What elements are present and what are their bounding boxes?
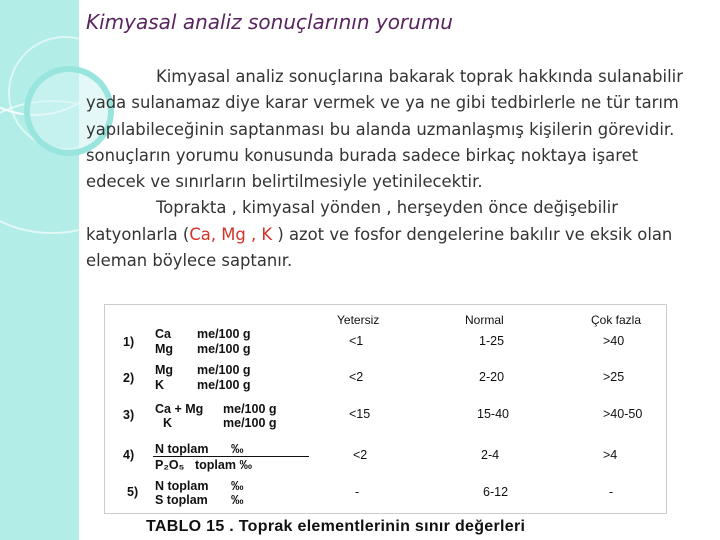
row-unit: me/100 g	[197, 363, 251, 377]
row-element: Mg	[155, 342, 174, 356]
row-unit: toplam ‰	[195, 458, 252, 472]
row-unit: me/100 g	[197, 327, 251, 341]
slide-title: Kimyasal analiz sonuçlarının yorumu	[86, 10, 453, 34]
row-element: K	[155, 378, 165, 392]
value-low: <15	[349, 407, 371, 421]
value-low: <2	[349, 370, 364, 384]
decorative-side-band	[0, 0, 79, 540]
header-cok-fazla: Çok fazla	[591, 313, 642, 327]
value-low: <2	[353, 448, 368, 462]
value-high: -	[609, 485, 614, 499]
paragraph-2	[86, 195, 686, 274]
row-element: N toplam	[155, 442, 209, 456]
value-high: >25	[603, 370, 625, 384]
value-normal: 1-25	[479, 334, 505, 348]
value-low: -	[355, 485, 360, 499]
paragraph-1: Kimyasal analiz sonuçlarına bakarak toprak hakkında sulanabilir yada sulanamaz diye karar vermek ve ya ne gibi tedbirlerle ne tür tarım yapılabileceğinin saptanması bu alanda uzmanlaşmış kişilerin görevidir. sonuçların yorumu konusunda burada sadece birkaç noktaya işaret edecek ve sınırların belirtilmesiyle yetinilecektir.	[86, 67, 683, 192]
table-caption: TABLO 15 . Toprak elementlerinin sınır değerleri	[146, 518, 526, 535]
paragraph-2-text-end: ) azot ve fosfor dengelerine bakılır ve eksik olan eleman böylece saptanır.	[86, 224, 673, 271]
row-element: Ca	[155, 327, 171, 341]
header-normal: Normal	[465, 313, 504, 327]
row-unit: ‰	[231, 442, 244, 456]
row-element: K	[163, 416, 173, 430]
highlighted-cations: Ca, Mg , K	[189, 224, 273, 244]
row-number: 2)	[123, 371, 135, 385]
value-normal: 6-12	[483, 485, 509, 499]
row-number: 4)	[123, 448, 135, 462]
row-unit: ‰	[231, 493, 244, 507]
header-yetersiz: Yetersiz	[337, 313, 380, 327]
row-number: 3)	[123, 408, 135, 422]
row-unit: me/100 g	[223, 416, 277, 430]
value-normal: 15-40	[477, 407, 509, 421]
row-element: Mg	[155, 363, 174, 377]
row-element: S toplam	[155, 493, 208, 507]
row-unit: me/100 g	[197, 378, 251, 392]
row-unit: ‰	[231, 479, 244, 493]
row-unit: me/100 g	[223, 402, 277, 416]
row-number: 1)	[123, 335, 135, 349]
fraction-line	[153, 456, 309, 457]
value-normal: 2-4	[481, 448, 500, 462]
value-low: <1	[349, 334, 364, 348]
row-unit: me/100 g	[197, 342, 251, 356]
row-element: N toplam	[155, 479, 209, 493]
value-normal: 2-20	[479, 370, 505, 384]
row-element: P₂O₅	[155, 458, 185, 472]
value-high: >40-50	[603, 407, 643, 421]
value-high: >40	[603, 334, 625, 348]
limit-values-table	[104, 304, 667, 514]
value-high: >4	[603, 448, 618, 462]
row-number: 5)	[127, 485, 139, 499]
row-element: Ca + Mg	[155, 402, 204, 416]
paragraph-2-text: Toprakta , kimyasal yönden , herşeyden önce değişebilir katyonlarla (	[86, 198, 618, 244]
slide-body	[86, 64, 686, 274]
